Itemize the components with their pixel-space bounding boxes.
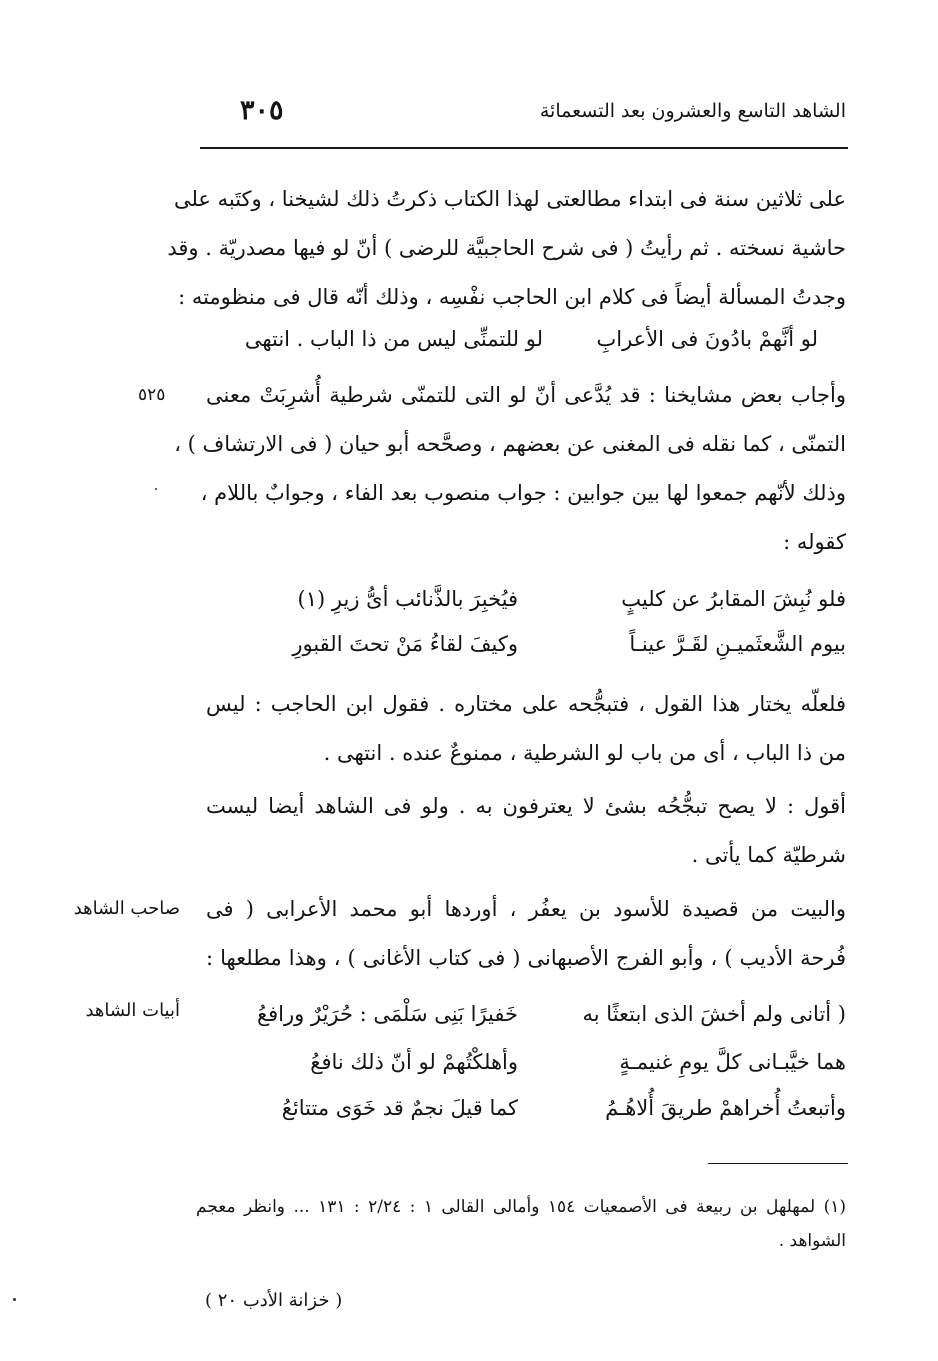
verse-2-line-1-second: فيُخبِرَ بالذَّنائب أىُّ زيرِ (١) [297, 587, 518, 611]
paragraph-line: أقول : لا يصح تبجُّحُه بشئ لا يعترفون به . ولو فى الشاهد أيضا ليست [206, 794, 846, 818]
footnote [196, 1190, 846, 1258]
volume-signature: ( خزانة الأدب ٢٠ ) [205, 1290, 343, 1311]
footnote-line: (١) لمهلهل بن ربيعة فى الأصمعيات ١٥٤ وأمالى القالى ١ : ٢/٢٤ : ١٣١ ... وانظر معجم [196, 1197, 846, 1217]
paragraph-line: على ثلاثين سنة فى ابتداء مطالعتى لهذا الكتاب ذكرتُ ذلك لشيخنا ، وكتَبه على [173, 187, 846, 211]
margin-verse-number: ٥٢٥ [138, 385, 166, 405]
paragraph-line: كقوله : [783, 530, 846, 554]
running-title: الشاهد التاسع والعشرون بعد التسعمائة [539, 100, 846, 122]
paragraph-line: والبيت من قصيدة للأسود بن يعفُر ، أوردها أبو محمد الأعرابى ( فى [206, 897, 846, 921]
paragraph-1 [167, 175, 846, 322]
scan-speck [155, 488, 157, 490]
page-number: ٣٠٥ [240, 95, 284, 126]
verse-2-line-2-first: بيوم الشَّعثَميـنِ لقَـرَّ عينـاً [629, 632, 846, 656]
verse-3-line-1-second: خَفيرًا بَنِى سَلْمَى : حُرَيْرٌ ورافعُ [256, 1002, 518, 1026]
verse-3-line-2-second: وأهلكْتُهمْ لو أنّ ذلك نافعُ [310, 1050, 518, 1074]
verse-1-first-hemistich: لو أنَّهمْ بادُونَ فى الأعرابِ [596, 327, 818, 351]
paragraph-5 [206, 885, 846, 983]
paragraph-line: فلعلّه يختار هذا القول ، فتبجُّحه على مختاره . فقول ابن الحاجب : ليس [206, 692, 846, 716]
scan-speck [13, 1298, 16, 1301]
verse-2-line-2-second: وكيفَ لقاءُ مَنْ تحتَ القبورِ [292, 632, 518, 656]
paragraph-line: التمنّى ، كما نقله فى المغنى عن بعضهم ، وصحَّحه أبو حيان ( فى الارتشاف ) ، [174, 432, 846, 456]
margin-note-author: صاحب الشاهد [73, 898, 180, 919]
footnote-rule [708, 1163, 848, 1164]
paragraph-3 [206, 680, 846, 778]
paragraph-line: حاشية نسخته . ثم رأيتُ ( فى شرح الحاجبيَّة للرضى ) أنّ لو فيها مصدريّة . وقد [167, 236, 846, 260]
header-rule [200, 147, 848, 149]
paragraph-line: وذلك لأنّهم جمعوا لها بين جوابين : جواب منصوب بعد الفاء ، وجوابٌ باللام ، [200, 481, 846, 505]
verse-3-line-3-first: وأتبعتُ أُخراهمْ طريقَ أُلاهُـمُ [605, 1096, 846, 1120]
verse-1-second-hemistich: لو للتمنِّى ليس من ذا الباب . انتهى [244, 327, 543, 351]
verse-2-line-1-first: فلو نُبِشَ المقابرُ عن كليبٍ [621, 587, 846, 611]
margin-note-verses: أبيات الشاهد [85, 1000, 180, 1021]
paragraph-4 [206, 782, 846, 880]
paragraph-2 [174, 371, 846, 567]
paragraph-line: وجدتُ المسألة أيضاً فى كلام ابن الحاجب نفْسِه ، وذلك أنّه قال فى منظومته : [178, 285, 846, 309]
verse-3-line-2-first: هما خيَّبـانى كلَّ يومِ غنيمـةٍ [619, 1050, 846, 1074]
verse-3-line-1-first: ( أتانى ولم أخشَ الذى ابتعثًا به [582, 1002, 846, 1026]
verse-3-line-3-second: كما قيلَ نجمٌ قد خَوَى متتائعُ [281, 1096, 518, 1120]
paragraph-line: فُرحة الأديب ) ، وأبو الفرج الأصبهانى ( فى كتاب الأغانى ) ، وهذا مطلعها : [206, 946, 846, 970]
paragraph-line: شرطيّة كما يأتى . [691, 843, 846, 867]
paragraph-line: وأجاب بعض مشايخنا : قد يُدَّعى أنّ لو التى للتمنّى شرطية أُشرِبَتْ معنى [206, 383, 846, 407]
paragraph-line: من ذا الباب ، أى من باب لو الشرطية ، ممنوعٌ عنده . انتهى . [323, 741, 846, 765]
footnote-line: الشواهد . [778, 1231, 846, 1251]
